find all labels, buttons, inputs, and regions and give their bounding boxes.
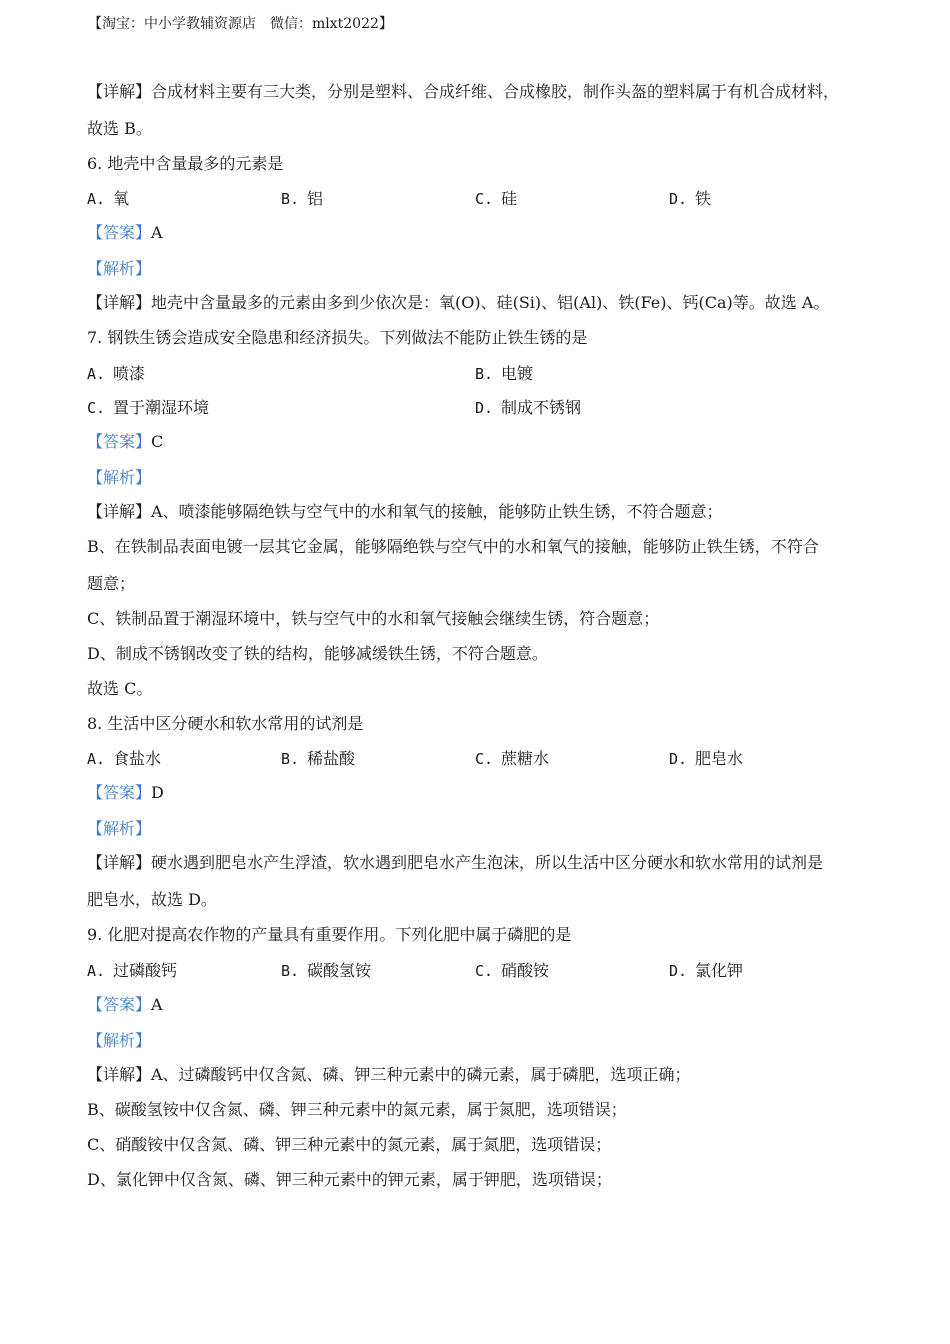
q8-question: 8. 生活中区分硬水和软水常用的试剂是 bbox=[87, 714, 364, 733]
answer-value: A bbox=[151, 995, 163, 1014]
q7-detail-line-2: B、在铁制品表面电镀一层其它金属，能够隔绝铁与空气中的水和氧气的接触，能够防止铁生锈，不符合 bbox=[87, 537, 819, 556]
q9-answer bbox=[87, 995, 163, 1015]
answer-value: C bbox=[151, 432, 164, 451]
q9-option-d bbox=[669, 961, 743, 981]
q9-detail-line-1: 【详解】A、过磷酸钙中仅含氮、磷、钾三种元素中的磷元素，属于磷肥，选项正确； bbox=[87, 1065, 691, 1084]
option-text: 置于潮湿环境 bbox=[113, 398, 210, 417]
option-letter: B. bbox=[281, 962, 300, 980]
option-letter: D. bbox=[475, 399, 494, 417]
option-text: 喷漆 bbox=[113, 364, 146, 383]
q9-option-b bbox=[281, 961, 371, 981]
option-letter: A. bbox=[87, 750, 106, 768]
q7-detail-line-1: 【详解】A、喷漆能够隔绝铁与空气中的水和氧气的接触，能够防止铁生锈，不符合题意； bbox=[87, 502, 723, 521]
q8-answer bbox=[87, 783, 164, 803]
option-letter: A. bbox=[87, 190, 106, 208]
q9-detail-line-4: D、氯化钾中仅含氮、磷、钾三种元素中的钾元素，属于钾肥，选项错误； bbox=[87, 1170, 612, 1189]
q5-detail-line-2: 故选 B。 bbox=[87, 119, 152, 138]
option-letter: A. bbox=[87, 962, 106, 980]
q7-detail-line-5: D、制成不锈钢改变了铁的结构，能够减缓铁生锈，不符合题意。 bbox=[87, 644, 548, 663]
option-letter: C. bbox=[475, 190, 494, 208]
q6-analysis-label: 【解析】 bbox=[87, 259, 152, 278]
q8-option-d bbox=[669, 749, 743, 769]
q6-option-a bbox=[87, 189, 129, 209]
option-letter: D. bbox=[669, 962, 688, 980]
q9-detail-line-3: C、硝酸铵中仅含氮、磷、钾三种元素中的氮元素，属于氮肥，选项错误； bbox=[87, 1135, 612, 1154]
option-text: 硅 bbox=[501, 189, 518, 208]
option-text: 氯化钾 bbox=[695, 961, 744, 980]
q7-option-d bbox=[475, 398, 581, 418]
q7-detail-line-4: C、铁制品置于潮湿环境中，铁与空气中的水和氧气接触会继续生锈，符合题意； bbox=[87, 609, 660, 628]
q7-option-c bbox=[87, 398, 209, 418]
q9-option-c bbox=[475, 961, 549, 981]
answer-value: A bbox=[151, 223, 163, 242]
option-text: 稀盐酸 bbox=[307, 749, 356, 768]
q8-option-c bbox=[475, 749, 549, 769]
option-letter: D. bbox=[669, 750, 688, 768]
q9-detail-line-2: B、碳酸氢铵中仅含氮、磷、钾三种元素中的氮元素，属于氮肥，选项错误； bbox=[87, 1100, 627, 1119]
option-letter: D. bbox=[669, 190, 688, 208]
q9-analysis-label: 【解析】 bbox=[87, 1031, 152, 1050]
q8-option-a bbox=[87, 749, 161, 769]
page-header: 【淘宝：中小学教辅资源店 微信：mlxt2022】 bbox=[88, 16, 393, 32]
q6-option-d bbox=[669, 189, 711, 209]
q7-option-b bbox=[475, 364, 533, 384]
option-text: 蔗糖水 bbox=[501, 749, 550, 768]
option-text: 制成不锈钢 bbox=[501, 398, 582, 417]
option-text: 过磷酸钙 bbox=[113, 961, 178, 980]
option-letter: A. bbox=[87, 365, 106, 383]
q6-answer bbox=[87, 223, 163, 243]
q5-detail-line-1: 【详解】合成材料主要有三大类，分别是塑料、合成纤维、合成橡胶，制作头盔的塑料属于有机合成材料， bbox=[87, 82, 840, 101]
option-text: 铝 bbox=[307, 189, 324, 208]
q6-question: 6. 地壳中含量最多的元素是 bbox=[87, 154, 284, 173]
q7-analysis-label: 【解析】 bbox=[87, 468, 152, 487]
answer-label: 【答案】 bbox=[87, 432, 152, 451]
q8-analysis-label: 【解析】 bbox=[87, 819, 152, 838]
q6-detail: 【详解】地壳中含量最多的元素由多到少依次是：氧(O)、硅(Si)、铝(Al)、铁(Fe)、钙(Ca)等。故选 A。 bbox=[87, 293, 830, 312]
answer-label: 【答案】 bbox=[87, 223, 152, 242]
option-text: 硝酸铵 bbox=[501, 961, 550, 980]
q7-question: 7. 钢铁生锈会造成安全隐患和经济损失。下列做法不能防止铁生锈的是 bbox=[87, 328, 588, 347]
option-letter: C. bbox=[87, 399, 106, 417]
q9-option-a bbox=[87, 961, 177, 981]
option-text: 铁 bbox=[695, 189, 712, 208]
q6-option-b bbox=[281, 189, 323, 209]
answer-label: 【答案】 bbox=[87, 783, 152, 802]
option-text: 氧 bbox=[113, 189, 130, 208]
q7-answer bbox=[87, 432, 163, 452]
option-letter: B. bbox=[281, 750, 300, 768]
option-letter: C. bbox=[475, 962, 494, 980]
q7-detail-line-3: 题意； bbox=[87, 574, 136, 593]
q8-detail-line-1: 【详解】硬水遇到肥皂水产生浮渣，软水遇到肥皂水产生泡沫，所以生活中区分硬水和软水常用的试剂是 bbox=[87, 853, 824, 872]
q8-option-b bbox=[281, 749, 355, 769]
option-text: 碳酸氢铵 bbox=[307, 961, 372, 980]
q7-option-a bbox=[87, 364, 145, 384]
answer-label: 【答案】 bbox=[87, 995, 152, 1014]
option-letter: B. bbox=[475, 365, 494, 383]
q9-question: 9. 化肥对提高农作物的产量具有重要作用。下列化肥中属于磷肥的是 bbox=[87, 925, 572, 944]
q6-option-c bbox=[475, 189, 517, 209]
option-letter: B. bbox=[281, 190, 300, 208]
q7-detail-line-6: 故选 C。 bbox=[87, 679, 153, 698]
q8-detail-line-2: 肥皂水，故选 D。 bbox=[87, 890, 217, 909]
option-text: 电镀 bbox=[501, 364, 534, 383]
answer-value: D bbox=[151, 783, 164, 802]
option-text: 食盐水 bbox=[113, 749, 162, 768]
option-letter: C. bbox=[475, 750, 494, 768]
option-text: 肥皂水 bbox=[695, 749, 744, 768]
